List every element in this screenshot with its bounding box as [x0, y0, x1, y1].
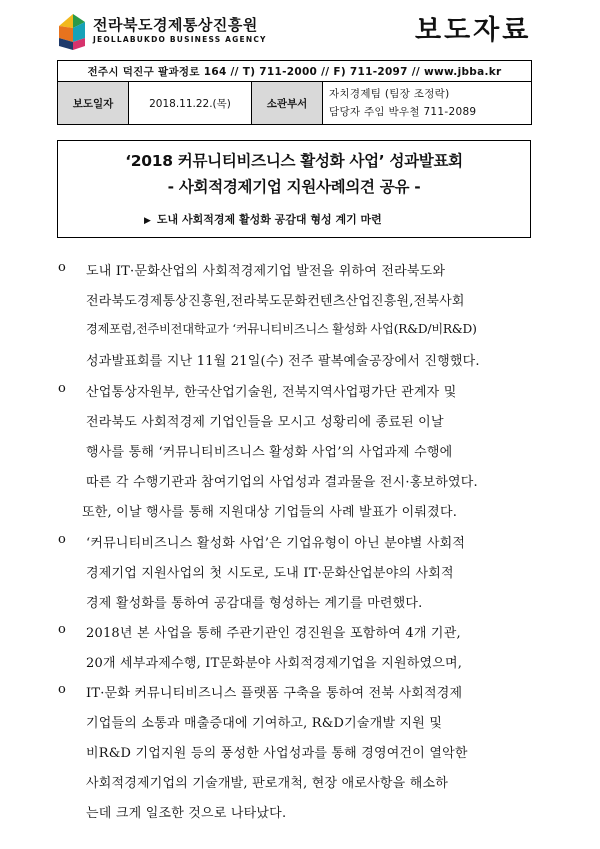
address-line: 전주시 덕진구 팔과정로 164 // T) 711-2000 // F) 711-2097 // www.jbba.kr — [58, 61, 532, 82]
bullet-icon: o — [58, 682, 66, 697]
department-label: 소관부서 — [252, 82, 323, 125]
document-type-title: 보도자료 — [415, 15, 532, 46]
body-line: 20개 세부과제수행, IT문화분야 사회적경제기업을 지원하였으며, — [86, 656, 463, 671]
headline-point-text: 도내 사회적경제 활성화 공감대 형성 계기 마련 — [156, 213, 382, 226]
body-line: 경제기업 지원사업의 첫 시도로, 도내 IT·문화산업분야의 사회적 — [86, 566, 454, 581]
body-line: 도내 IT·문화산업의 사회적경제기업 발전을 위하여 전라북도와 — [86, 264, 446, 279]
bullet-icon: o — [58, 381, 66, 396]
department-team: 자치경제팀 (팀장 조정락) — [329, 88, 450, 100]
bullet-icon: o — [58, 260, 66, 275]
body-line: 또한, 이날 행사를 통해 지원대상 기업들의 사례 발표가 이뤄졌다. — [82, 505, 458, 520]
body-line: 경제 활성화를 통하여 공감대를 형성하는 계기를 마련했다. — [86, 596, 423, 611]
bullet-icon: o — [58, 532, 66, 547]
org-name: 전라북도경제통상진흥원 — [93, 16, 258, 34]
agency-logo-icon — [55, 8, 87, 52]
press-info-table — [57, 60, 532, 125]
department-contact-person: 담당자 주임 박우철 711-2089 — [329, 106, 477, 118]
release-date-value: 2018.11.22.(목) — [129, 82, 252, 125]
body-line: 기업들의 소통과 매출증대에 기여하고, R&D기술개발 지원 및 — [86, 716, 443, 731]
body-line: 경제포럼,전주비전대학교가 ‘커뮤니티비즈니스 활성화 사업(R&D/비R&D) — [86, 322, 477, 336]
body-line: 전라북도 사회적경제 기업인들을 모시고 성황리에 종료된 이날 — [86, 415, 444, 430]
body-line: 비R&D 기업지원 등의 풍성한 사업성과를 통해 경영여건이 열악한 — [86, 746, 468, 761]
headline-box — [57, 140, 531, 238]
headline-point — [144, 211, 382, 227]
body-line: 사회적경제기업의 기술개발, 판로개척, 현장 애로사항을 해소하 — [86, 776, 449, 791]
body-line: ‘커뮤니티비즈니스 활성화 사업’은 기업유형이 아닌 분야별 사회적 — [86, 536, 466, 551]
headline-sub: - 사회적경제기업 지원사례의견 공유 - — [167, 178, 421, 196]
body-line: 전라북도경제통상진흥원,전라북도문화컨텐츠산업진흥원,전북사회 — [86, 294, 465, 309]
body-line: 행사를 통해 ‘커뮤니티비즈니스 활성화 사업’의 사업과제 수행에 — [86, 445, 453, 460]
body-line: 산업통상자원부, 한국산업기술원, 전북지역사업평가단 관계자 및 — [86, 385, 457, 400]
body-line: 2018년 본 사업을 통해 주관기관인 경진원을 포함하여 4개 기관, — [86, 626, 461, 641]
body-line: 따른 각 수행기관과 참여기업의 사업성과 결과물을 전시·홍보하였다. — [86, 475, 478, 490]
body-line: IT·문화 커뮤니티비즈니스 플랫폼 구축을 통하여 전북 사회적경제 — [86, 686, 463, 701]
body-line: 는데 크게 일조한 것으로 나타났다. — [86, 806, 287, 821]
org-name-en: JEOLLABUKDO BUSINESS AGENCY — [93, 35, 267, 44]
triangle-right-icon: ▶ — [144, 216, 151, 226]
release-date-label: 보도일자 — [58, 82, 129, 125]
department-contact — [323, 82, 532, 125]
headline-main: ‘2018 커뮤니티비즈니스 활성화 사업’ 성과발표회 — [125, 152, 463, 170]
bullet-icon: o — [58, 622, 66, 637]
body-line: 성과발표회를 지난 11월 21일(수) 전주 팔복예술공장에서 진행했다. — [86, 354, 480, 369]
